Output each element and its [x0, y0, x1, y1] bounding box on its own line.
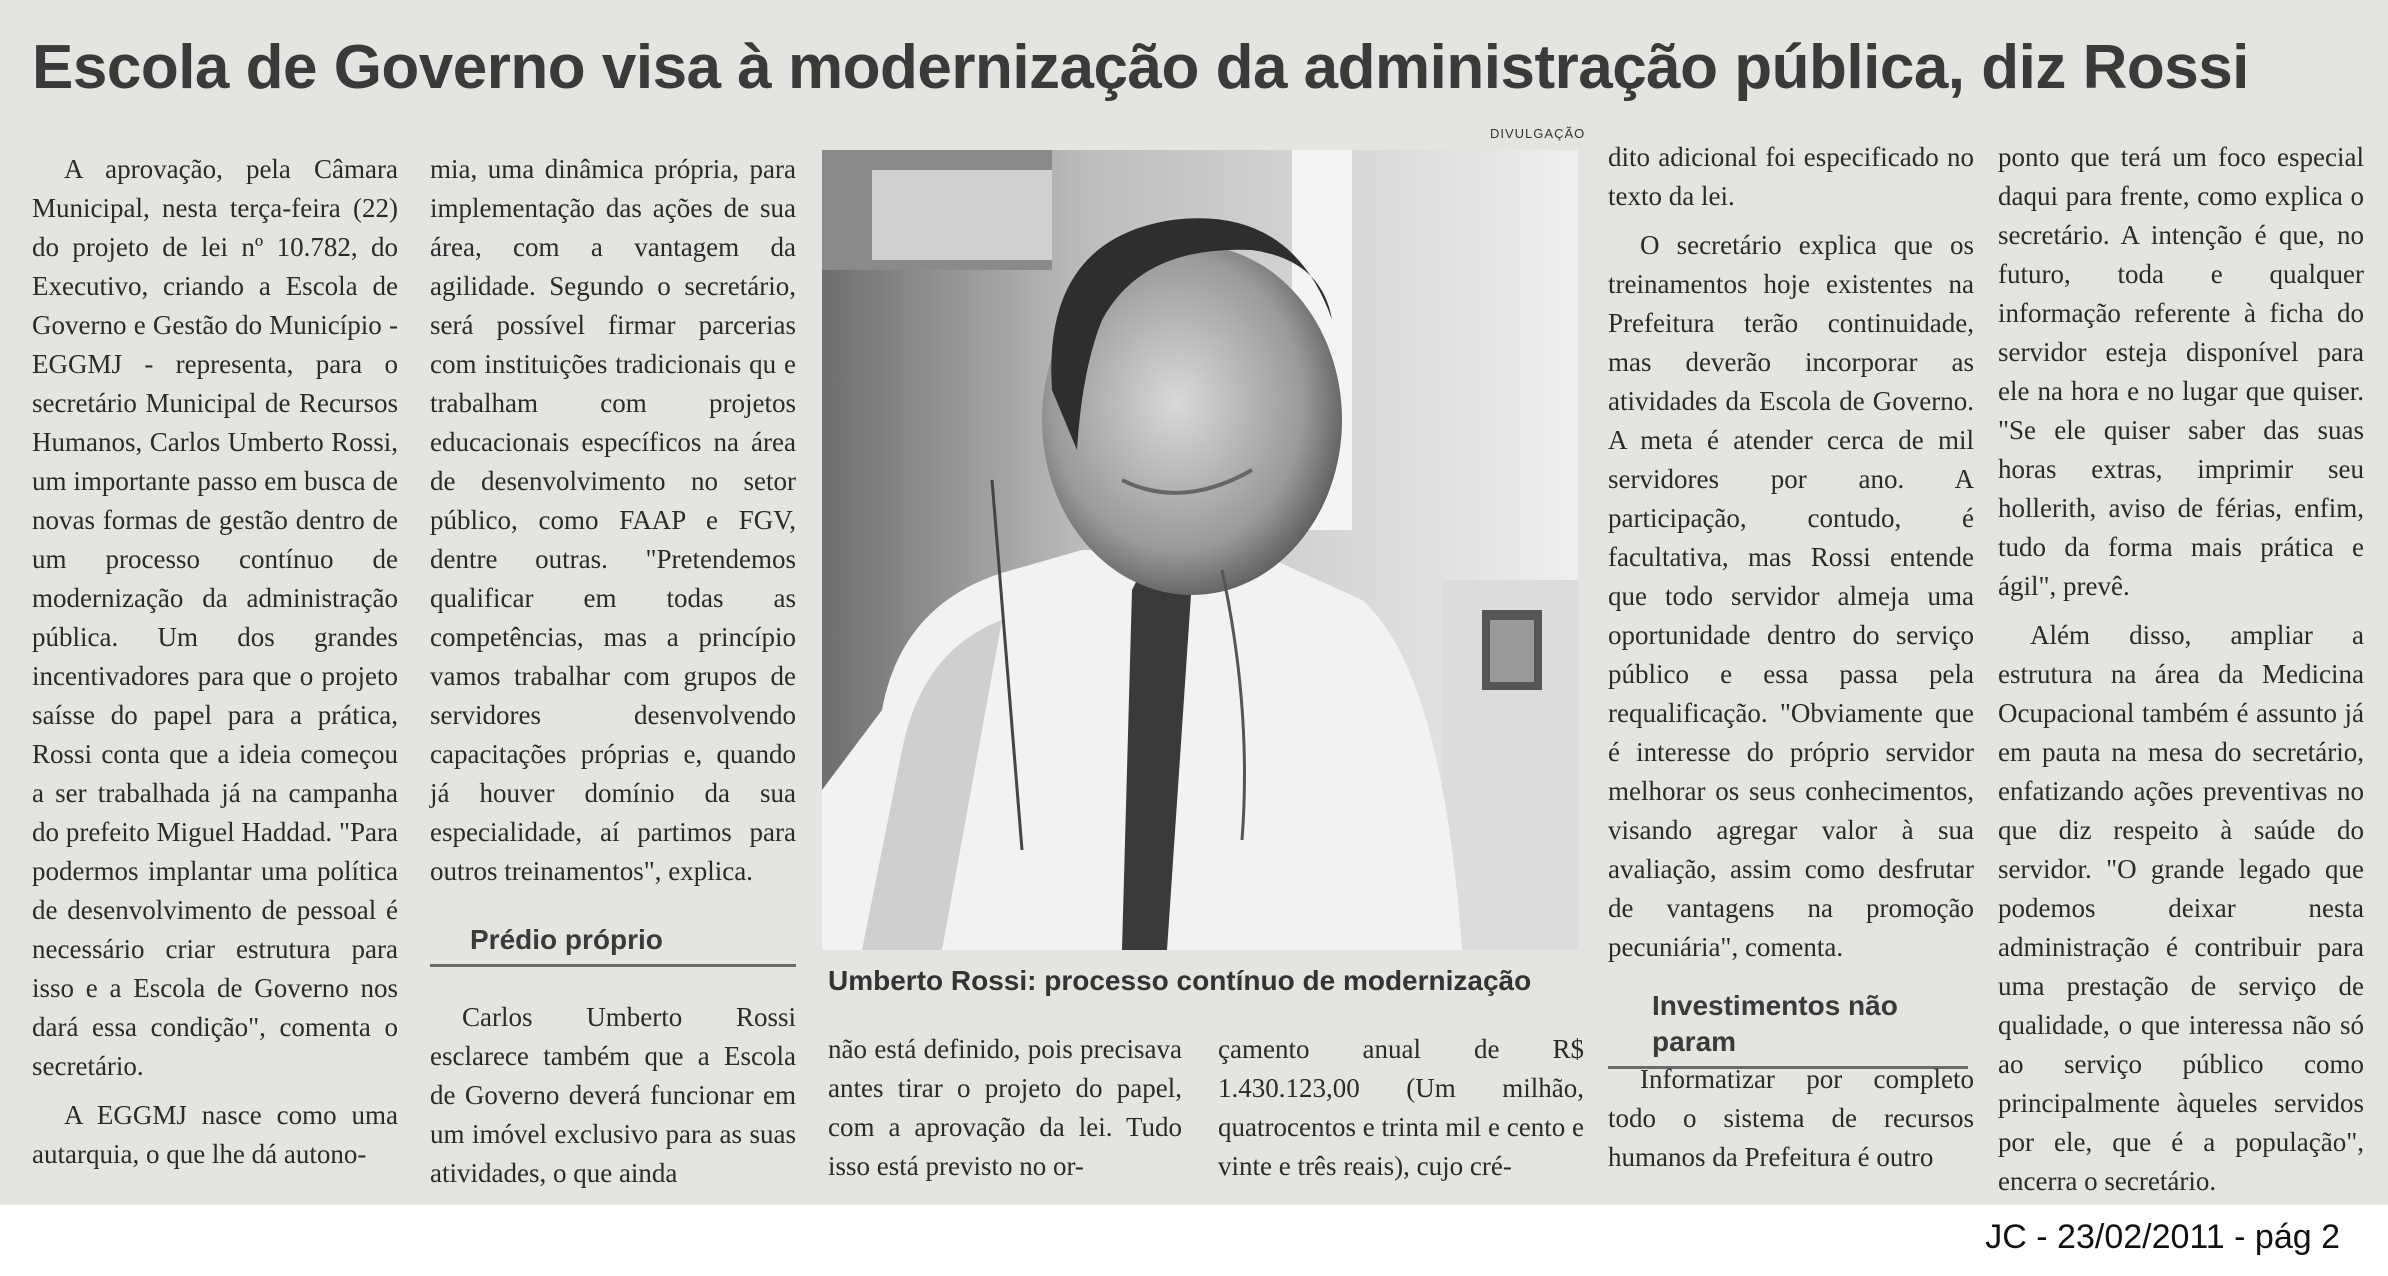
paragraph: dito adicional foi especificado no texto da lei.: [1608, 142, 1974, 211]
article-column-4: [1608, 138, 1974, 967]
source-footer: JC - 23/02/2011 - pág 2: [1985, 1218, 2340, 1256]
paragraph: A aprovação, pela Câmara Municipal, nesta terça-feira (22) do projeto de lei nº 10.782, do Executivo, criando a Escola de Governo e Gestão do Município -EGGMJ - representa, para o secretário Municipal de Recursos Humanos, Carlos Umberto Rossi, um importante passo em busca de novas formas de gestão dentro de um processo contínuo de modernização da administração pública. Um dos grandes incentivadores para que o projeto saísse do papel para a prática, Rossi conta que a ideia começou a ser trabalhada já na campanha do prefeito Miguel Haddad. "Para podermos implantar uma política de desenvolvimento de pessoal é necessário criar estrutura para isso e a Escola de Governo nos dará essa condição", comenta o secretário.: [32, 154, 398, 1081]
paragraph: Carlos Umberto Rossi esclarece também que a Escola de Governo deverá funcionar em um imóvel exclusivo para as suas atividades, o que ainda: [430, 1002, 796, 1188]
article-column-3b: [1218, 1030, 1584, 1186]
paragraph: ponto que terá um foco especial daqui para frente, como explica o secretário. A intenção é que, no futuro, toda e qualquer informação referente à ficha do servidor esteja disponível para ele na hora e no lugar que quiser. "Se ele quiser saber das suas horas extras, imprimir seu hollerith, aviso de férias, enfim, tudo da forma mais prática e ágil", prevê.: [1998, 142, 2364, 601]
article-column-2: [430, 150, 796, 891]
paragraph: mia, uma dinâmica própria, para implementação das ações de sua área, com a vantagem da agilidade. Segundo o secretário, será possível firmar parcerias com instituições tradicionais qu e trabalham com projetos educacionais específicos na área de desenvolvimento no setor público, como FAAP e FGV, dentre outras. "Pretendemos qualificar em todas as competências, mas a princípio vamos trabalhar com grupos de servidores desenvolvendo capacitações próprias e, quando já houver domínio da sua especialidade, aí partimos para outros treinamentos", explica.: [430, 154, 796, 886]
paragraph: não está definido, pois precisava antes tirar o projeto do papel, com a aprovação da lei. Tudo isso está previsto no or-: [828, 1034, 1182, 1181]
article-headline: Escola de Governo visa à modernização da administração pública, diz Rossi: [32, 33, 2249, 102]
article-column-1: [32, 150, 398, 1174]
paragraph: Além disso, ampliar a estrutura na área da Medicina Ocupacional também é assunto já em pauta na mesa do secretário, enfatizando ações preventivas no que diz respeito à saúde do servidor. "O grande legado que podemos deixar nesta administração é contribuir para uma prestação de serviço de qualidade, o que interessa não só ao serviço público como principalmente àqueles servidos por ele, que é a população", encerra o secretário.: [1998, 620, 2364, 1196]
subheading-investimentos: Investimentos não param: [1608, 988, 1968, 1069]
article-column-3a: [828, 1030, 1182, 1186]
subheading-predio-proprio: Prédio próprio: [430, 922, 796, 967]
photo-umberto-rossi: [822, 150, 1578, 950]
paragraph: çamento anual de R$ 1.430.123,00 (Um milhão, quatrocentos e trinta mil e cento e vinte e três reais), cujo cré-: [1218, 1034, 1584, 1181]
article-column-4b: [1608, 1060, 1974, 1177]
paragraph: A EGGMJ nasce como uma autarquia, o que lhe dá autono-: [32, 1100, 398, 1169]
article-column-5: [1998, 138, 2364, 1201]
article-column-2b: [430, 998, 796, 1193]
paragraph: Informatizar por completo todo o sistema de recursos humanos da Prefeitura é outro: [1608, 1064, 1974, 1172]
paragraph: O secretário explica que os treinamentos hoje existentes na Prefeitura terão continuidade, mas deverão incorporar as atividades da Escola de Governo. A meta é atender cerca de mil servidores por ano. A participação, contudo, é facultativa, mas Rossi entende que todo servidor almeja uma oportunidade dentro do serviço público e essa passa pela requalificação. "Obviamente que é interesse do próprio servidor melhorar os seus conhecimentos, visando agregar valor à sua avaliação, assim como desfrutar de vantagens na promoção pecuniária", comenta.: [1608, 230, 1974, 962]
portrait-illustration: [822, 150, 1578, 950]
photo-credit: DIVULGAÇÃO: [1490, 126, 1586, 141]
photo-caption: Umberto Rossi: processo contínuo de modernização: [828, 965, 1532, 996]
